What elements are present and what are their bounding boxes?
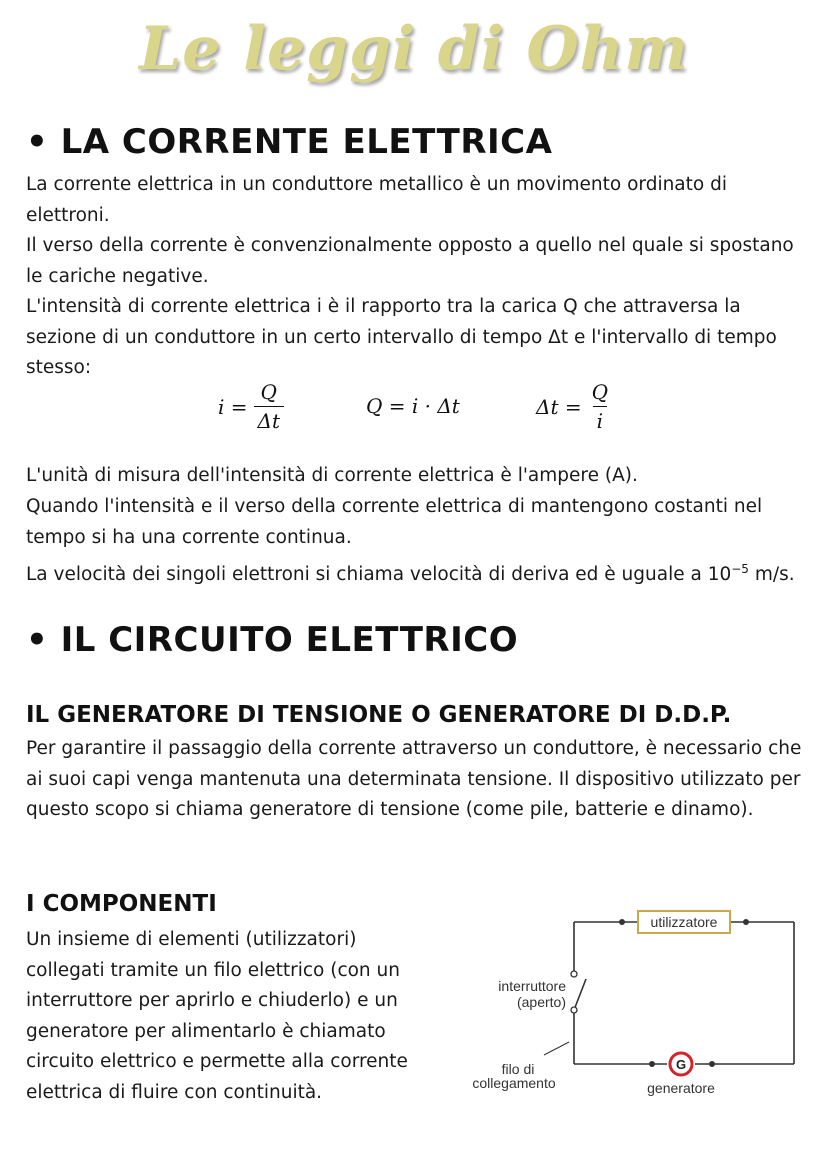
load-label: utilizzatore bbox=[650, 914, 718, 930]
paragraph-corrente-continua: Quando l'intensità e il verso della corrente elettrica di mantengono costanti nel tempo si ha una corrente continua. bbox=[26, 496, 763, 548]
formula-intensity-denominator: Δt bbox=[254, 406, 284, 433]
junction-dot-top-left bbox=[619, 919, 625, 925]
formula-time-denominator: i bbox=[593, 406, 607, 433]
paragraph-velocita-deriva bbox=[26, 554, 806, 591]
circuit-diagram bbox=[462, 905, 802, 1105]
velocita-exponent: −5 bbox=[731, 562, 749, 576]
switch-label-1: interruttore bbox=[498, 978, 566, 994]
formula-time-numerator: Q bbox=[591, 380, 609, 404]
junction-dot-bottom-left bbox=[649, 1061, 655, 1067]
section-heading-circuito: • IL CIRCUITO ELETTRICO bbox=[26, 620, 519, 660]
formula-intensity-numerator: Q bbox=[260, 380, 277, 404]
section-heading-corrente: • LA CORRENTE ELETTRICA bbox=[26, 122, 553, 162]
formula-time-lhs: Δt = bbox=[536, 394, 582, 419]
wire-pointer-line bbox=[544, 1042, 569, 1055]
subheading-generatore: IL GENERATORE DI TENSIONE O GENERATORE DI D.D.P. bbox=[26, 702, 732, 728]
subheading-componenti: I COMPONENTI bbox=[26, 891, 217, 917]
junction-dot-top-right bbox=[743, 919, 749, 925]
switch-lever bbox=[574, 979, 586, 1010]
formula-charge: Q = i · Δt bbox=[366, 394, 460, 418]
velocita-text: La velocità dei singoli elettroni si chiama velocità di deriva ed è uguale a 10 bbox=[26, 564, 732, 586]
paragraph-generatore: Per garantire il passaggio della corrente attraverso un conduttore, è necessario che ai suoi capi venga mantenuta una determinata tensione. Il dispositivo utilizzato per questo scopo si chiama generatore di tensione (come pile, batterie e dinamo). bbox=[26, 738, 802, 820]
switch-label-2: (aperto) bbox=[516, 994, 566, 1010]
generator-letter: G bbox=[675, 1057, 687, 1072]
formula-intensity bbox=[218, 380, 284, 433]
wire-label-2: collegamento bbox=[472, 1075, 556, 1091]
velocita-unit: m/s. bbox=[748, 564, 795, 586]
formula-time-fraction bbox=[588, 380, 612, 433]
switch-contact-top bbox=[571, 971, 577, 977]
junction-dot-bottom-right bbox=[709, 1061, 715, 1067]
formula-time bbox=[536, 380, 612, 433]
paragraph-componenti: Un insieme di elementi (utilizzatori) collegati tramite un filo elettrico (con un interruttore per aprirlo e chiuderlo) e un generatore per alimentarlo è chiamato circuito elettrico e permette alla corrente elettrica di fluire con continuità. bbox=[26, 929, 408, 1103]
formula-intensity-fraction bbox=[254, 380, 284, 433]
paragraph-intensita: L'intensità di corrente elettrica i è il rapporto tra la carica Q che attraversa la sezione di un conduttore in un certo intervallo di tempo Δt e l'intervallo di tempo stesso: bbox=[26, 296, 777, 378]
paragraph-ampere: L'unità di misura dell'intensità di corrente elettrica è l'ampere (A). bbox=[26, 465, 638, 486]
paragraph-corrente-definition: La corrente elettrica in un conduttore metallico è un movimento ordinato di elettroni. bbox=[26, 174, 727, 226]
wire-label-1: filo di bbox=[501, 1061, 535, 1077]
switch-contact-bottom bbox=[571, 1007, 577, 1013]
formula-intensity-lhs: i = bbox=[218, 394, 248, 419]
page-title: Le leggi di Ohm bbox=[139, 14, 689, 84]
paragraph-verso-corrente: Il verso della corrente è convenzionalmente opposto a quello nel quale si spostano le cariche negative. bbox=[26, 235, 794, 287]
generator-label: generatore bbox=[647, 1080, 715, 1096]
